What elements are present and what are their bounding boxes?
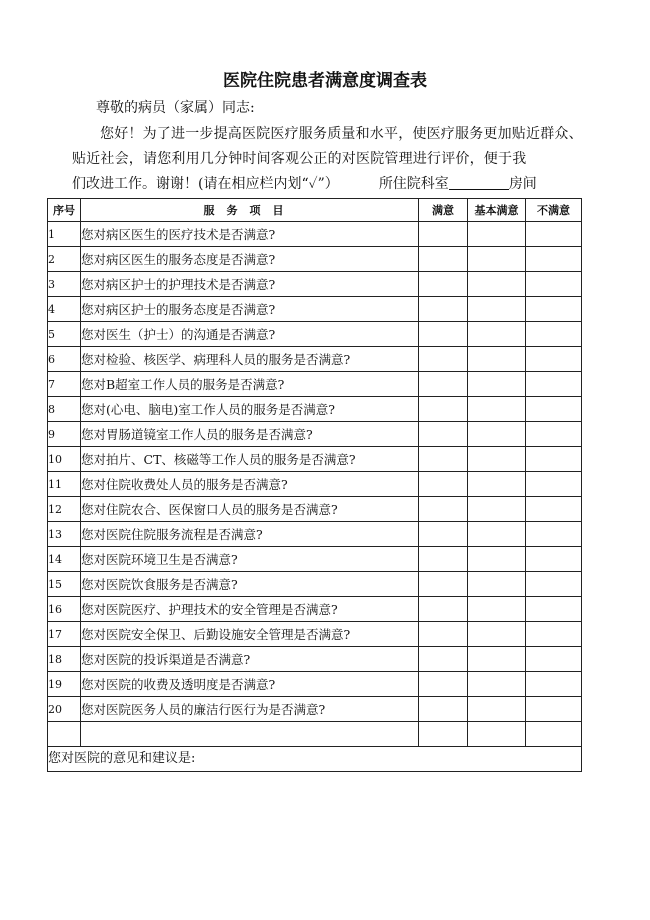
checkbox-basic-satisfied[interactable]: [468, 622, 526, 647]
page-title: 医院住院患者满意度调查表: [223, 71, 427, 91]
checkbox-unsatisfied[interactable]: [526, 672, 582, 697]
header-num: 序号: [48, 199, 81, 222]
checkbox-satisfied[interactable]: [419, 547, 468, 572]
checkbox-satisfied[interactable]: [419, 647, 468, 672]
checkbox-unsatisfied[interactable]: [526, 347, 582, 372]
row-number: 6: [48, 347, 81, 372]
row-item: 您对检验、核医学、病理科人员的服务是否满意?: [81, 347, 419, 372]
row-number: 20: [48, 697, 81, 722]
checkbox-basic-satisfied[interactable]: [468, 522, 526, 547]
row-item: 您对B超室工作人员的服务是否满意?: [81, 372, 419, 397]
row-number: 7: [48, 372, 81, 397]
checkbox-basic-satisfied[interactable]: [468, 597, 526, 622]
suggestion-row: [48, 747, 582, 772]
table-row: [48, 322, 582, 347]
table-row: [48, 547, 582, 572]
row-number: 16: [48, 597, 81, 622]
row-item: 您对(心电、脑电)室工作人员的服务是否满意?: [81, 397, 419, 422]
row-number: 11: [48, 472, 81, 497]
empty-cell[interactable]: [419, 722, 468, 747]
checkbox-basic-satisfied[interactable]: [468, 372, 526, 397]
empty-row: [48, 722, 582, 747]
table-header-row: [48, 199, 582, 222]
table-row: [48, 297, 582, 322]
checkbox-satisfied[interactable]: [419, 472, 468, 497]
row-number: 12: [48, 497, 81, 522]
row-item: 您对胃肠道镜室工作人员的服务是否满意?: [81, 422, 419, 447]
intro-last-line: [72, 176, 537, 192]
header-item: 服务项目: [81, 199, 419, 222]
empty-cell[interactable]: [468, 722, 526, 747]
department-label: 所住院科室: [378, 176, 449, 192]
empty-cell: [81, 722, 419, 747]
header-basic: 基本满意: [468, 199, 526, 222]
row-item: 您对拍片、CT、核磁等工作人员的服务是否满意?: [81, 447, 419, 472]
checkbox-satisfied[interactable]: [419, 447, 468, 472]
row-item: 您对病区医生的医疗技术是否满意?: [81, 222, 419, 247]
header-satisfied: 满意: [419, 199, 468, 222]
row-number: 15: [48, 572, 81, 597]
checkbox-satisfied[interactable]: [419, 297, 468, 322]
department-blank[interactable]: [449, 175, 509, 190]
table-row: [48, 697, 582, 722]
row-item: 您对医生（护士）的沟通是否满意?: [81, 322, 419, 347]
suggestion-box[interactable]: [48, 747, 582, 772]
row-number: 1: [48, 222, 81, 247]
checkbox-unsatisfied[interactable]: [526, 472, 582, 497]
checkbox-unsatisfied[interactable]: [526, 697, 582, 722]
intro-paragraph: [72, 122, 592, 197]
room-label: 房间: [508, 176, 537, 192]
checkbox-satisfied[interactable]: [419, 597, 468, 622]
checkbox-unsatisfied[interactable]: [526, 222, 582, 247]
row-item: 您对医院的投诉渠道是否满意?: [81, 647, 419, 672]
checkbox-basic-satisfied[interactable]: [468, 447, 526, 472]
table-row: [48, 447, 582, 472]
checkbox-unsatisfied[interactable]: [526, 397, 582, 422]
checkbox-satisfied[interactable]: [419, 347, 468, 372]
checkbox-unsatisfied[interactable]: [526, 247, 582, 272]
checkbox-unsatisfied[interactable]: [526, 597, 582, 622]
checkbox-basic-satisfied[interactable]: [468, 422, 526, 447]
checkbox-unsatisfied[interactable]: [526, 322, 582, 347]
checkbox-unsatisfied[interactable]: [526, 372, 582, 397]
checkbox-satisfied[interactable]: [419, 572, 468, 597]
table-row: [48, 647, 582, 672]
table-row: [48, 247, 582, 272]
row-number: 14: [48, 547, 81, 572]
checkbox-unsatisfied[interactable]: [526, 622, 582, 647]
checkbox-unsatisfied[interactable]: [526, 447, 582, 472]
row-item: 您对医院安全保卫、后勤设施安全管理是否满意?: [81, 622, 419, 647]
checkbox-satisfied[interactable]: [419, 272, 468, 297]
checkbox-satisfied[interactable]: [419, 247, 468, 272]
checkbox-unsatisfied[interactable]: [526, 647, 582, 672]
checkbox-basic-satisfied[interactable]: [468, 297, 526, 322]
greeting-text: 尊敬的病员（家属）同志:: [96, 100, 255, 116]
checkbox-unsatisfied[interactable]: [526, 547, 582, 572]
checkbox-satisfied[interactable]: [419, 672, 468, 697]
table-row: [48, 347, 582, 372]
table-row: [48, 397, 582, 422]
row-item: 您对住院收费处人员的服务是否满意?: [81, 472, 419, 497]
row-item: 您对医院环境卫生是否满意?: [81, 547, 419, 572]
checkbox-basic-satisfied[interactable]: [468, 697, 526, 722]
checkbox-basic-satisfied[interactable]: [468, 672, 526, 697]
table-row: [48, 672, 582, 697]
row-item: 您对医院医务人员的廉洁行医行为是否满意?: [81, 697, 419, 722]
checkbox-basic-satisfied[interactable]: [468, 547, 526, 572]
row-item: 您对住院农合、医保窗口人员的服务是否满意?: [81, 497, 419, 522]
checkbox-satisfied[interactable]: [419, 522, 468, 547]
checkbox-satisfied[interactable]: [419, 622, 468, 647]
checkbox-basic-satisfied[interactable]: [468, 472, 526, 497]
checkbox-satisfied[interactable]: [419, 372, 468, 397]
row-item: 您对医院饮食服务是否满意?: [81, 572, 419, 597]
checkbox-unsatisfied[interactable]: [526, 572, 582, 597]
row-number: 9: [48, 422, 81, 447]
survey-table: [47, 198, 582, 772]
row-number: 13: [48, 522, 81, 547]
row-item: 您对医院医疗、护理技术的安全管理是否满意?: [81, 597, 419, 622]
checkbox-satisfied[interactable]: [419, 497, 468, 522]
row-item: 您对病区医生的服务态度是否满意?: [81, 247, 419, 272]
checkbox-unsatisfied[interactable]: [526, 297, 582, 322]
checkbox-basic-satisfied[interactable]: [468, 497, 526, 522]
checkbox-basic-satisfied[interactable]: [468, 397, 526, 422]
row-number: 8: [48, 397, 81, 422]
checkbox-unsatisfied[interactable]: [526, 422, 582, 447]
table-row: [48, 497, 582, 522]
table-row: [48, 522, 582, 547]
checkbox-unsatisfied[interactable]: [526, 497, 582, 522]
row-number: 3: [48, 272, 81, 297]
checkbox-satisfied[interactable]: [419, 697, 468, 722]
empty-cell: [48, 722, 81, 747]
row-number: 10: [48, 447, 81, 472]
checkbox-basic-satisfied[interactable]: [468, 572, 526, 597]
checkbox-basic-satisfied[interactable]: [468, 322, 526, 347]
checkbox-satisfied[interactable]: [419, 322, 468, 347]
intro-text: 您好！为了进一步提高医院医疗服务质量和水平，使医疗服务更加贴近群众、贴近社会，请您利用几分钟时间客观公正的对医院管理进行评价，便于我: [72, 126, 583, 167]
row-item: 您对病区护士的护理技术是否满意?: [81, 272, 419, 297]
intro-last-text: 们改进工作。谢谢！(请在相应栏内划“✓”）: [72, 176, 339, 192]
checkbox-basic-satisfied[interactable]: [468, 347, 526, 372]
checkbox-unsatisfied[interactable]: [526, 522, 582, 547]
row-number: 4: [48, 297, 81, 322]
row-number: 2: [48, 247, 81, 272]
row-number: 5: [48, 322, 81, 347]
checkbox-basic-satisfied[interactable]: [468, 272, 526, 297]
header-unsatisfied: 不满意: [526, 199, 582, 222]
suggestion-label: 您对医院的意见和建议是:: [48, 751, 196, 766]
checkbox-basic-satisfied[interactable]: [468, 647, 526, 672]
row-number: 18: [48, 647, 81, 672]
table-row: [48, 472, 582, 497]
row-item: 您对医院的收费及透明度是否满意?: [81, 672, 419, 697]
table-row: [48, 372, 582, 397]
table-row: [48, 422, 582, 447]
row-number: 19: [48, 672, 81, 697]
table-row: [48, 272, 582, 297]
checkbox-satisfied[interactable]: [419, 222, 468, 247]
checkbox-unsatisfied[interactable]: [526, 272, 582, 297]
checkbox-satisfied[interactable]: [419, 397, 468, 422]
table-row: [48, 572, 582, 597]
row-item: 您对医院住院服务流程是否满意?: [81, 522, 419, 547]
row-item: 您对病区护士的服务态度是否满意?: [81, 297, 419, 322]
checkbox-satisfied[interactable]: [419, 422, 468, 447]
table-row: [48, 622, 582, 647]
row-number: 17: [48, 622, 81, 647]
empty-cell[interactable]: [526, 722, 582, 747]
checkbox-basic-satisfied[interactable]: [468, 222, 526, 247]
table-row: [48, 597, 582, 622]
checkbox-basic-satisfied[interactable]: [468, 247, 526, 272]
table-row: [48, 222, 582, 247]
